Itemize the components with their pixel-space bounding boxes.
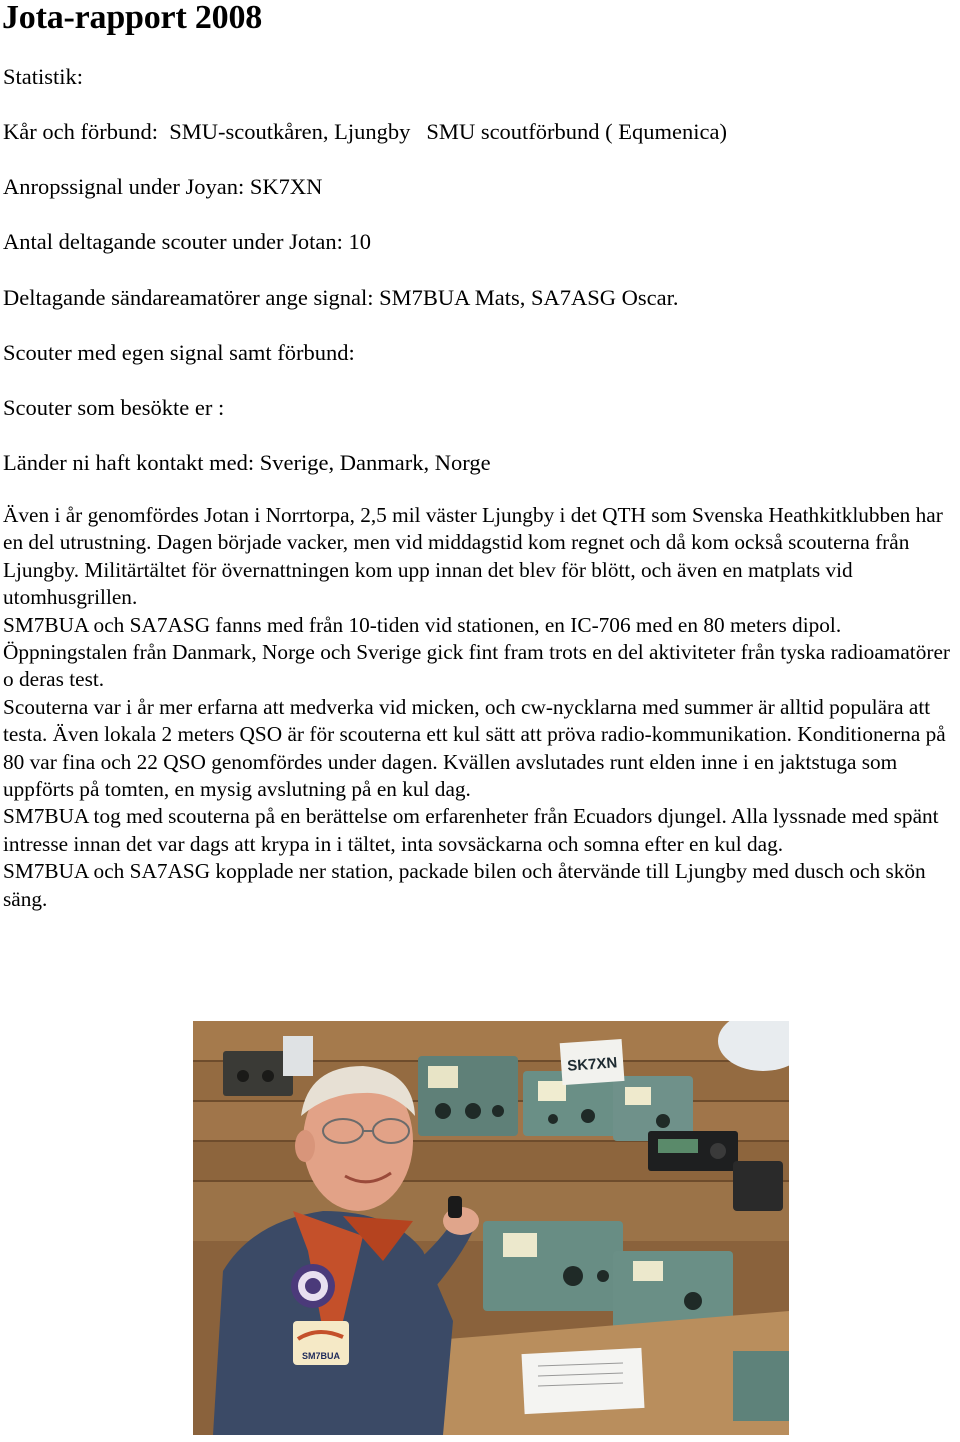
callsign-line: Anropssignal under Joyan: SK7XN [3, 174, 323, 199]
report-paragraph: SM7BUA tog med scouterna på en berättelse om erfarenheter från Ecuadors djungel. Alla lyssnade med spänt intresse innan det var dags att krypa in i tältet, inta sovsäckarna och somna efter en kul dag. [3, 804, 939, 856]
badge-text: SM7BUA [301, 1351, 341, 1361]
stats-heading: Statistik: [3, 64, 84, 89]
page-title: Jota-rapport 2008 [2, 0, 263, 36]
federation-value: SMU scoutförbund ( Equmenica) [426, 119, 727, 144]
corps-label: Kår och förbund: [3, 119, 158, 144]
report-paragraph: Scouterna var i år mer erfarna att medverka vid micken, och cw-nycklarna med summer är alltid populära att testa. Även lokala 2 meters QSO är för scouterna ett kul sätt att pröva radio-kommunikation. Konditionerna på 80 var fina och 22 QSO genomfördes under dagen. Kvällen avslutades runt elden inne i en jaktstuga som uppförts på tomten, en mysig avslutning på en kul dag. [3, 694, 946, 802]
participants-line: Antal deltagande scouter under Jotan: 10 [3, 229, 372, 254]
licensed-scouts-line: Scouter med egen signal samt förbund: [3, 340, 355, 365]
report-paragraph: Även i år genomfördes Jotan i Norrtorpa, 2,5 mil väster Ljungby i det QTH som Svenska Heathkitklubben har en del utrustning. Dagen började vacker, men vid middagstid kom regnet och då kom också scouterna från Ljungby. Militärtältet för övernattningen kom upp innan det blev för blött, och även en matplats vid utomhusgrillen. [3, 503, 943, 610]
station-photo-illustration [193, 1021, 789, 1435]
corps-value: SMU-scoutkåren, Ljungby [169, 119, 411, 144]
corps-line [3, 118, 727, 146]
operators-line: Deltagande sändareamatörer ange signal: SM7BUA Mats, SA7ASG Oscar. [3, 285, 679, 310]
visiting-scouts-line: Scouter som besökte er : [3, 395, 225, 420]
report-body [3, 502, 960, 913]
report-paragraph: SM7BUA och SA7ASG kopplade ner station, packade bilen och återvände till Ljungby med dusch och skön säng. [3, 859, 926, 911]
report-paragraph: SM7BUA och SA7ASG fanns med från 10-tiden vid stationen, en IC-706 med en 80 meters dipol. Öppningstalen från Danmark, Norge och Sverige gick fint fram trots en del aktiviteter från tyska radioamatörer o deras test. [3, 612, 950, 692]
station-photo [193, 1021, 789, 1435]
station-sign-text: SK7XN [566, 1054, 618, 1075]
countries-line: Länder ni haft kontakt med: Sverige, Danmark, Norge [3, 450, 491, 475]
